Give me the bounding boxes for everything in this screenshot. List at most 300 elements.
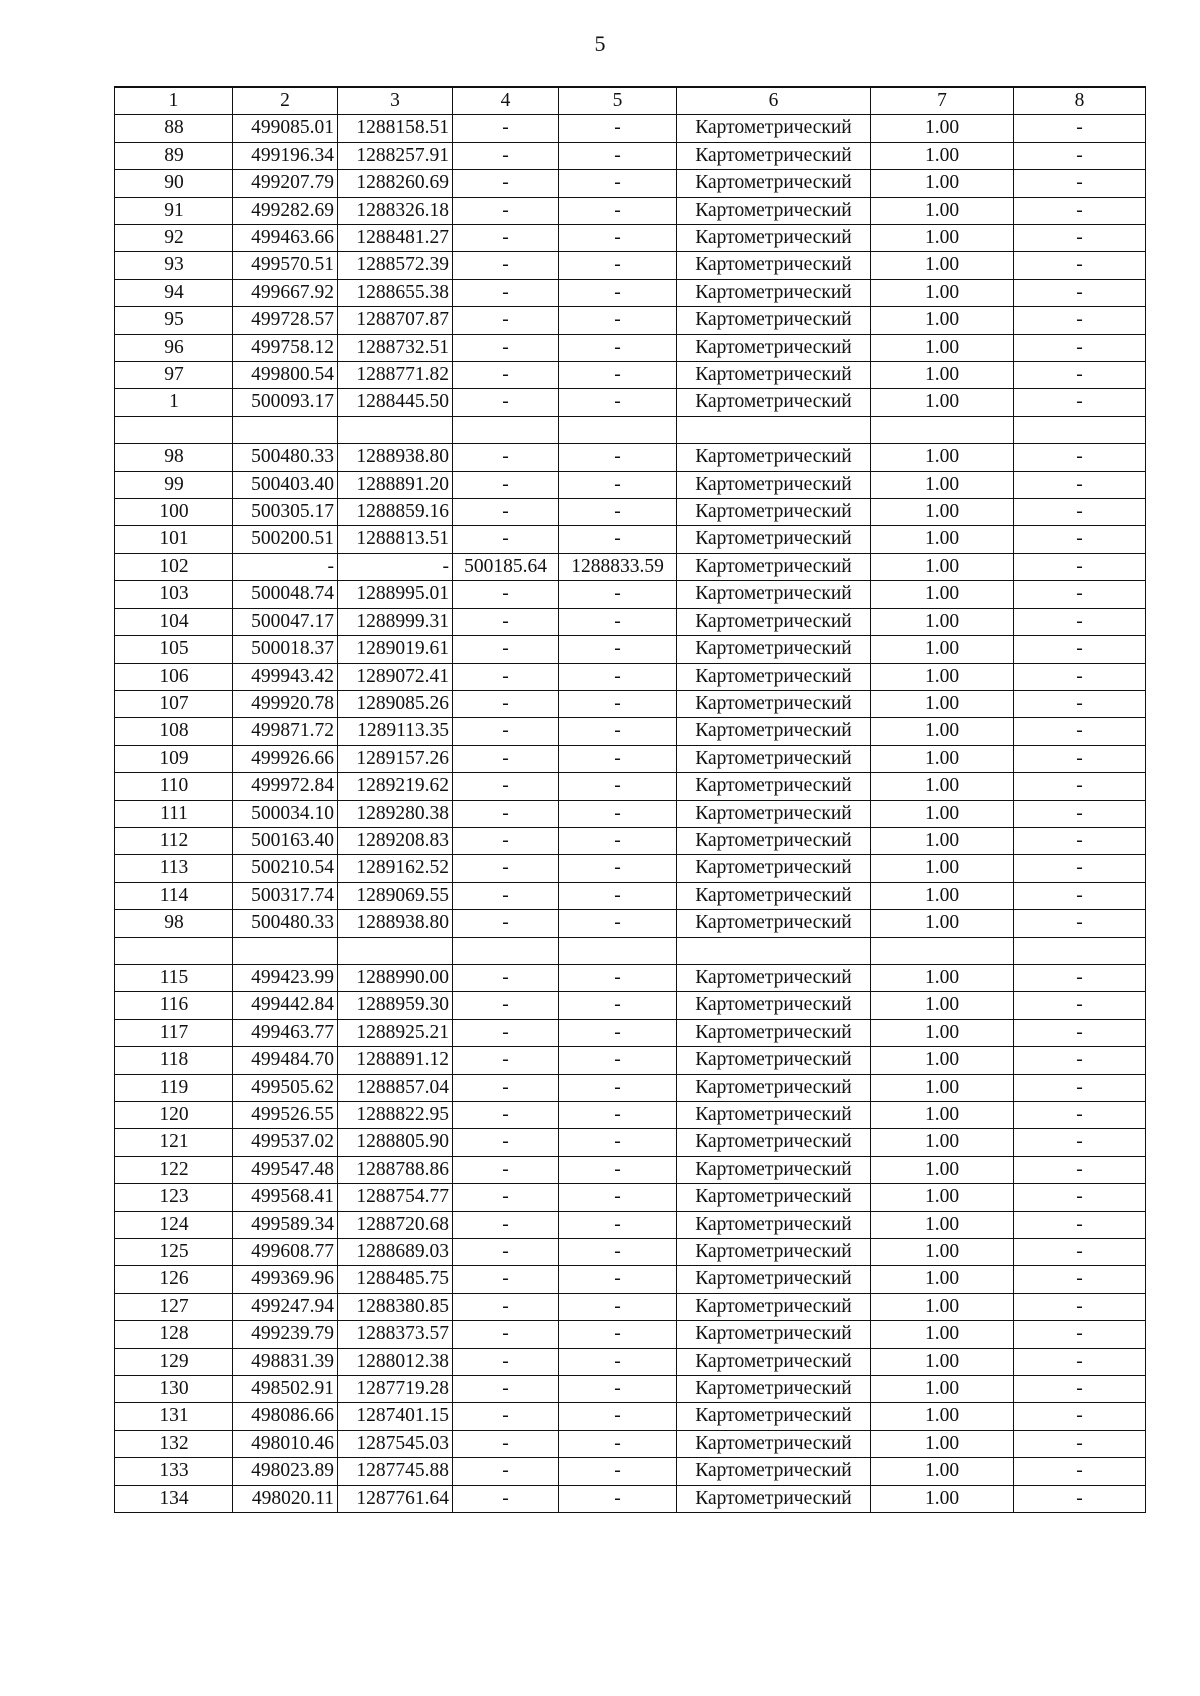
table-cell: -	[453, 1485, 559, 1512]
table-cell: Картометрический	[677, 1156, 871, 1183]
table-cell: 500034.10	[233, 800, 338, 827]
table-cell: 1289157.26	[338, 745, 453, 772]
table-cell: 1.00	[871, 1047, 1014, 1074]
table-cell: -	[1014, 882, 1146, 909]
table-cell: -	[559, 827, 677, 854]
table-cell: 1.00	[871, 444, 1014, 471]
table-cell: Картометрический	[677, 307, 871, 334]
table-cell: 500317.74	[233, 882, 338, 909]
table-cell: 1.00	[871, 1266, 1014, 1293]
table-cell: 1.00	[871, 471, 1014, 498]
column-header-4: 4	[453, 87, 559, 115]
table-cell	[233, 937, 338, 964]
table-cell: -	[1014, 1239, 1146, 1266]
table-cell: -	[1014, 773, 1146, 800]
table-cell: -	[453, 608, 559, 635]
table-cell: 116	[115, 992, 233, 1019]
table-cell: 1.00	[871, 1321, 1014, 1348]
table-cell: -	[1014, 553, 1146, 580]
table-cell: 498020.11	[233, 1485, 338, 1512]
table-row	[115, 1430, 1146, 1457]
table-cell: -	[1014, 471, 1146, 498]
table-cell: 500093.17	[233, 389, 338, 416]
table-cell: 1288655.38	[338, 279, 453, 306]
table-separator-row	[115, 416, 1146, 443]
table-cell: -	[233, 553, 338, 580]
table-cell: -	[453, 581, 559, 608]
table-cell: -	[559, 389, 677, 416]
table-cell: -	[559, 307, 677, 334]
table-cell: 499463.77	[233, 1019, 338, 1046]
table-cell: 98	[115, 444, 233, 471]
table-cell: 500403.40	[233, 471, 338, 498]
table-cell: 500185.64	[453, 553, 559, 580]
table-cell: 1.00	[871, 197, 1014, 224]
table-cell: 1.00	[871, 1430, 1014, 1457]
table-cell: -	[1014, 1266, 1146, 1293]
table-row	[115, 1047, 1146, 1074]
table-cell: 1288257.91	[338, 142, 453, 169]
table-cell: 1.00	[871, 690, 1014, 717]
table-cell	[677, 416, 871, 443]
table-cell: 123	[115, 1184, 233, 1211]
table-cell: 1.00	[871, 1156, 1014, 1183]
table-cell: 500480.33	[233, 444, 338, 471]
table-row	[115, 1348, 1146, 1375]
table-cell: 1288380.85	[338, 1293, 453, 1320]
table-cell: Картометрический	[677, 992, 871, 1019]
table-cell: -	[453, 800, 559, 827]
table-cell: 499239.79	[233, 1321, 338, 1348]
table-row	[115, 142, 1146, 169]
table-cell: Картометрический	[677, 444, 871, 471]
table-cell: Картометрический	[677, 1239, 871, 1266]
table-cell: -	[1014, 1458, 1146, 1485]
table-cell: -	[453, 225, 559, 252]
table-cell: 1.00	[871, 225, 1014, 252]
table-cell	[1014, 416, 1146, 443]
table-cell: 90	[115, 170, 233, 197]
table-cell	[871, 416, 1014, 443]
table-cell: 109	[115, 745, 233, 772]
table-cell: -	[1014, 307, 1146, 334]
table-row	[115, 882, 1146, 909]
table-row	[115, 800, 1146, 827]
table-cell: 500018.37	[233, 636, 338, 663]
table-cell: 118	[115, 1047, 233, 1074]
table-cell: -	[1014, 1019, 1146, 1046]
table-cell: Картометрический	[677, 1293, 871, 1320]
table-row	[115, 1458, 1146, 1485]
table-cell: -	[559, 855, 677, 882]
table-cell: 100	[115, 499, 233, 526]
table-cell: 499463.66	[233, 225, 338, 252]
table-cell: 120	[115, 1102, 233, 1129]
table-cell: 1288260.69	[338, 170, 453, 197]
table-cell: 1289162.52	[338, 855, 453, 882]
table-cell: -	[1014, 1403, 1146, 1430]
table-cell: Картометрический	[677, 252, 871, 279]
table-cell: 1289208.83	[338, 827, 453, 854]
table-cell: -	[559, 964, 677, 991]
table-cell: 1.00	[871, 964, 1014, 991]
table-cell: -	[453, 745, 559, 772]
column-header-5: 5	[559, 87, 677, 115]
table-cell: -	[453, 444, 559, 471]
table-cell: -	[559, 471, 677, 498]
table-row	[115, 225, 1146, 252]
table-cell: 1289219.62	[338, 773, 453, 800]
table-cell: Картометрический	[677, 1047, 871, 1074]
table-cell: 1.00	[871, 279, 1014, 306]
table-cell: 134	[115, 1485, 233, 1512]
table-cell: 500200.51	[233, 526, 338, 553]
table-cell: Картометрический	[677, 690, 871, 717]
table-cell	[338, 937, 453, 964]
table-cell: 1288833.59	[559, 553, 677, 580]
table-cell: 499972.84	[233, 773, 338, 800]
table-cell: Картометрический	[677, 362, 871, 389]
table-cell: -	[453, 170, 559, 197]
table-row	[115, 663, 1146, 690]
table-cell: -	[559, 1403, 677, 1430]
table-cell: 128	[115, 1321, 233, 1348]
table-cell: 500210.54	[233, 855, 338, 882]
table-cell: 1289113.35	[338, 718, 453, 745]
table-row	[115, 1184, 1146, 1211]
table-cell: -	[1014, 1485, 1146, 1512]
table-cell	[871, 937, 1014, 964]
table-row	[115, 636, 1146, 663]
table-cell: 1288805.90	[338, 1129, 453, 1156]
table-cell: -	[559, 499, 677, 526]
table-cell: -	[453, 1458, 559, 1485]
column-header-6: 6	[677, 87, 871, 115]
table-cell: 1.00	[871, 1403, 1014, 1430]
table-row	[115, 1266, 1146, 1293]
table-cell: 1287745.88	[338, 1458, 453, 1485]
table-row	[115, 910, 1146, 937]
column-header-1: 1	[115, 87, 233, 115]
table-cell: 1.00	[871, 1102, 1014, 1129]
table-cell: -	[453, 1156, 559, 1183]
table-cell: 498831.39	[233, 1348, 338, 1375]
table-cell: 125	[115, 1239, 233, 1266]
table-cell: 105	[115, 636, 233, 663]
table-cell: Картометрический	[677, 279, 871, 306]
table-cell: 1288445.50	[338, 389, 453, 416]
table-cell: 1288485.75	[338, 1266, 453, 1293]
table-cell: -	[559, 197, 677, 224]
table-cell: Картометрический	[677, 1102, 871, 1129]
table-cell: 1288959.30	[338, 992, 453, 1019]
table-row	[115, 718, 1146, 745]
table-cell: Картометрический	[677, 581, 871, 608]
table-cell: 1.00	[871, 1293, 1014, 1320]
table-cell: -	[1014, 225, 1146, 252]
table-cell: 94	[115, 279, 233, 306]
table-cell: 1.00	[871, 142, 1014, 169]
table-cell: Картометрический	[677, 197, 871, 224]
table-cell: Картометрический	[677, 1430, 871, 1457]
table-cell: 1288859.16	[338, 499, 453, 526]
table-cell: -	[1014, 1074, 1146, 1101]
table-header-row	[115, 87, 1146, 115]
table-cell: 92	[115, 225, 233, 252]
table-cell: Картометрический	[677, 882, 871, 909]
table-cell: 1.00	[871, 745, 1014, 772]
table-cell: 1288925.21	[338, 1019, 453, 1046]
table-cell: 1.00	[871, 855, 1014, 882]
table-cell: 1.00	[871, 526, 1014, 553]
table-cell: -	[559, 225, 677, 252]
table-cell: 1.00	[871, 1211, 1014, 1238]
table-cell: Картометрический	[677, 1403, 871, 1430]
table-cell	[233, 416, 338, 443]
table-cell: Картометрический	[677, 636, 871, 663]
table-cell: -	[453, 690, 559, 717]
table-cell: 1	[115, 389, 233, 416]
table-row	[115, 992, 1146, 1019]
table-row	[115, 1321, 1146, 1348]
table-row	[115, 1129, 1146, 1156]
table-cell: -	[453, 252, 559, 279]
table-row	[115, 499, 1146, 526]
table-cell: Картометрический	[677, 745, 871, 772]
table-cell: 1.00	[871, 1074, 1014, 1101]
table-row	[115, 444, 1146, 471]
table-cell: 1.00	[871, 636, 1014, 663]
table-cell: Картометрический	[677, 1376, 871, 1403]
table-cell	[453, 416, 559, 443]
table-cell: -	[453, 499, 559, 526]
table-cell: 110	[115, 773, 233, 800]
table-cell: -	[453, 362, 559, 389]
table-row	[115, 1376, 1146, 1403]
table-cell: -	[559, 362, 677, 389]
table-cell: 1.00	[871, 1184, 1014, 1211]
table-row	[115, 1102, 1146, 1129]
table-cell: 1288012.38	[338, 1348, 453, 1375]
table-cell: -	[559, 170, 677, 197]
table-cell: -	[453, 1348, 559, 1375]
table-cell: 499871.72	[233, 718, 338, 745]
table-cell: -	[1014, 1102, 1146, 1129]
table-cell: 1288891.20	[338, 471, 453, 498]
table-cell: -	[559, 1211, 677, 1238]
table-cell: -	[559, 1074, 677, 1101]
table-cell: Картометрический	[677, 1211, 871, 1238]
table-cell: 499196.34	[233, 142, 338, 169]
column-header-7: 7	[871, 87, 1014, 115]
table-cell	[338, 416, 453, 443]
table-cell: -	[559, 279, 677, 306]
table-row	[115, 1403, 1146, 1430]
table-cell: 499505.62	[233, 1074, 338, 1101]
table-cell: Картометрический	[677, 608, 871, 635]
table-cell: -	[453, 1129, 559, 1156]
table-cell: -	[1014, 690, 1146, 717]
table-row	[115, 608, 1146, 635]
table-cell: 121	[115, 1129, 233, 1156]
table-cell: 499442.84	[233, 992, 338, 1019]
table-cell: -	[1014, 1430, 1146, 1457]
table-cell: -	[453, 1321, 559, 1348]
table-cell: -	[453, 663, 559, 690]
table-cell: Картометрический	[677, 1074, 871, 1101]
table-row	[115, 197, 1146, 224]
table-cell: Картометрический	[677, 1485, 871, 1512]
table-row	[115, 1019, 1146, 1046]
table-cell: Картометрический	[677, 663, 871, 690]
table-cell: -	[453, 1293, 559, 1320]
table-cell: 499537.02	[233, 1129, 338, 1156]
table-cell: -	[1014, 663, 1146, 690]
table-cell: -	[1014, 992, 1146, 1019]
table-cell: 117	[115, 1019, 233, 1046]
table-cell: Картометрический	[677, 553, 871, 580]
table-cell: 111	[115, 800, 233, 827]
table-cell: Картометрический	[677, 964, 871, 991]
table-cell: 1.00	[871, 389, 1014, 416]
table-cell: Картометрический	[677, 718, 871, 745]
column-header-8: 8	[1014, 87, 1146, 115]
table-cell: -	[453, 334, 559, 361]
table-cell: -	[453, 1403, 559, 1430]
table-cell: -	[559, 1348, 677, 1375]
table-cell: -	[1014, 279, 1146, 306]
table-row	[115, 362, 1146, 389]
table-cell: 1288158.51	[338, 115, 453, 142]
table-cell: 499085.01	[233, 115, 338, 142]
table-cell: 119	[115, 1074, 233, 1101]
table-cell: -	[559, 800, 677, 827]
table-cell: Картометрический	[677, 389, 871, 416]
table-cell: 1288326.18	[338, 197, 453, 224]
table-cell: 1289069.55	[338, 882, 453, 909]
table-cell: 500048.74	[233, 581, 338, 608]
table-cell: 97	[115, 362, 233, 389]
table-cell: 96	[115, 334, 233, 361]
table-cell: 1.00	[871, 910, 1014, 937]
table-cell: -	[559, 745, 677, 772]
table-cell: 499526.55	[233, 1102, 338, 1129]
table-cell: -	[1014, 718, 1146, 745]
table-cell: -	[1014, 1348, 1146, 1375]
table-cell: 1.00	[871, 773, 1014, 800]
table-cell: 1.00	[871, 608, 1014, 635]
table-cell: 1.00	[871, 553, 1014, 580]
table-cell: -	[1014, 444, 1146, 471]
table-cell: Картометрический	[677, 142, 871, 169]
table-cell: 499589.34	[233, 1211, 338, 1238]
table-cell: -	[453, 1047, 559, 1074]
table-row	[115, 773, 1146, 800]
table-cell: 499369.96	[233, 1266, 338, 1293]
table-row	[115, 1156, 1146, 1183]
table-cell: -	[559, 142, 677, 169]
table-cell: Картометрический	[677, 1129, 871, 1156]
table-cell: 1288754.77	[338, 1184, 453, 1211]
table-cell: -	[559, 1239, 677, 1266]
table-cell: 133	[115, 1458, 233, 1485]
table-cell: 88	[115, 115, 233, 142]
table-cell: -	[453, 307, 559, 334]
table-row	[115, 855, 1146, 882]
table-cell: -	[453, 142, 559, 169]
table-cell: 101	[115, 526, 233, 553]
table-cell: 98	[115, 910, 233, 937]
column-header-3: 3	[338, 87, 453, 115]
table-cell: 1289072.41	[338, 663, 453, 690]
table-cell: 1288572.39	[338, 252, 453, 279]
table-cell: 132	[115, 1430, 233, 1457]
table-cell: -	[1014, 1293, 1146, 1320]
table-cell: -	[453, 882, 559, 909]
table-cell: -	[559, 882, 677, 909]
table-cell: Картометрический	[677, 471, 871, 498]
table-cell: 1.00	[871, 581, 1014, 608]
table-cell: -	[559, 636, 677, 663]
table-cell: Картометрический	[677, 1321, 871, 1348]
table-cell: 1.00	[871, 1019, 1014, 1046]
table-cell: -	[453, 1211, 559, 1238]
table-cell: -	[559, 718, 677, 745]
table-cell: -	[559, 1102, 677, 1129]
table-cell: 1.00	[871, 170, 1014, 197]
table-cell: -	[559, 1430, 677, 1457]
table-cell: -	[559, 910, 677, 937]
table-cell: 1288689.03	[338, 1239, 453, 1266]
table-cell: -	[559, 1376, 677, 1403]
table-cell: 500047.17	[233, 608, 338, 635]
table-cell: 1288822.95	[338, 1102, 453, 1129]
table-cell: -	[1014, 170, 1146, 197]
table-cell: 102	[115, 553, 233, 580]
table-cell: Картометрический	[677, 499, 871, 526]
table-cell: -	[453, 1266, 559, 1293]
table-cell: -	[453, 1376, 559, 1403]
table-cell: -	[453, 992, 559, 1019]
table-cell: 130	[115, 1376, 233, 1403]
table-cell: 1288990.00	[338, 964, 453, 991]
table-cell: -	[453, 471, 559, 498]
table-cell: -	[559, 608, 677, 635]
table-cell: Картометрический	[677, 855, 871, 882]
table-cell: 1288857.04	[338, 1074, 453, 1101]
table-cell: 499570.51	[233, 252, 338, 279]
table-cell: 106	[115, 663, 233, 690]
table-cell: Картометрический	[677, 773, 871, 800]
table-cell: 1288938.80	[338, 444, 453, 471]
table-row	[115, 307, 1146, 334]
table-cell: 91	[115, 197, 233, 224]
table-cell: -	[1014, 526, 1146, 553]
table-cell: -	[559, 992, 677, 1019]
table-cell: Картометрический	[677, 1266, 871, 1293]
table-cell: -	[1014, 1156, 1146, 1183]
table-cell: 498023.89	[233, 1458, 338, 1485]
table-cell: 499926.66	[233, 745, 338, 772]
table-cell: 114	[115, 882, 233, 909]
table-cell: 498502.91	[233, 1376, 338, 1403]
table-cell: -	[559, 444, 677, 471]
table-cell: Картометрический	[677, 1184, 871, 1211]
table-cell: -	[453, 718, 559, 745]
table-cell: -	[453, 389, 559, 416]
table-cell: Картометрический	[677, 526, 871, 553]
table-separator-row	[115, 937, 1146, 964]
